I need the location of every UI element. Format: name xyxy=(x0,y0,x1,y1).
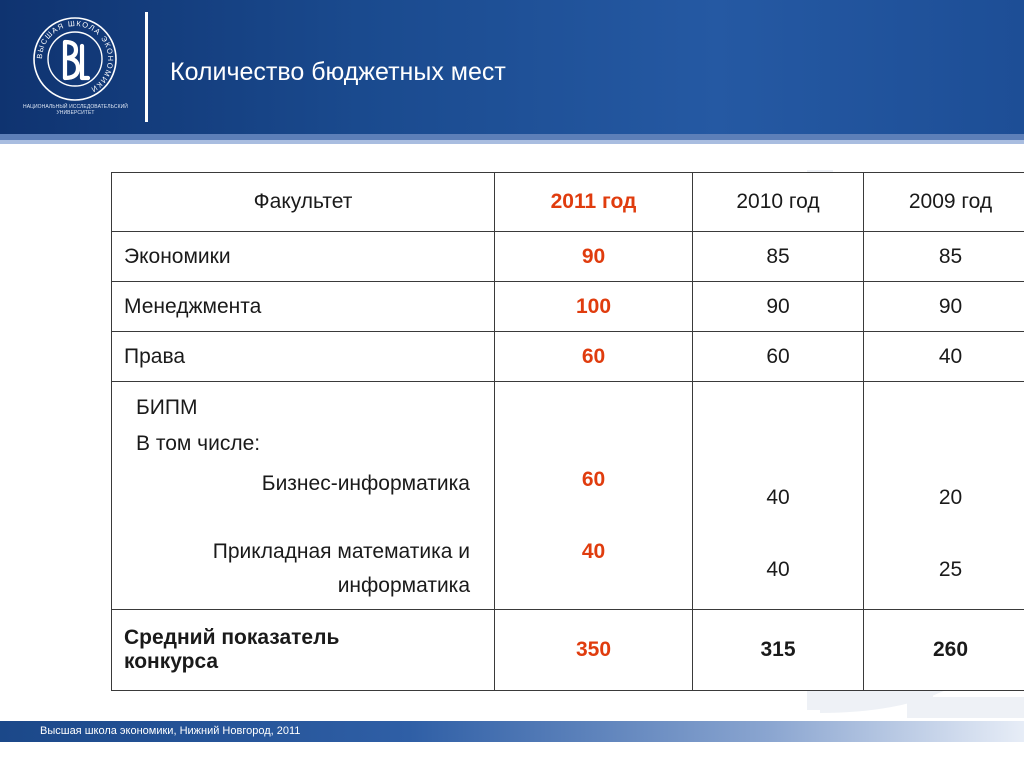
table-header-row xyxy=(112,173,1024,232)
value-2010: 85 xyxy=(693,232,864,282)
hse-logo xyxy=(32,16,118,102)
faculty-name: Менеджмента xyxy=(112,282,495,332)
value-2010: 90 xyxy=(693,282,864,332)
value-2009: 40 xyxy=(864,332,1024,382)
page-title: Количество бюджетных мест xyxy=(170,58,506,86)
table-row xyxy=(112,232,1024,282)
logo-caption: НАЦИОНАЛЬНЫЙ ИССЛЕДОВАТЕЛЬСКИЙ УНИВЕРСИТЕТ xyxy=(23,104,128,116)
header-stripe-light xyxy=(0,140,1024,144)
sub-program-applied-math-line1: Прикладная математика и xyxy=(212,540,470,563)
header-2010: 2010 год xyxy=(693,173,864,232)
value-2010: 40 xyxy=(766,558,790,581)
bipm-2011-cell xyxy=(495,382,693,610)
sub-program-applied-math-line2: информатика xyxy=(337,574,470,597)
header-2011: 2011 год xyxy=(495,173,693,232)
value-2011: 60 xyxy=(581,468,606,491)
value-2009: 90 xyxy=(864,282,1024,332)
value-2009: 85 xyxy=(864,232,1024,282)
header-2009: 2009 год xyxy=(864,173,1024,232)
faculty-name: Права xyxy=(112,332,495,382)
table-row-total xyxy=(112,610,1024,691)
header-banner xyxy=(0,0,1024,134)
footer-text: Высшая школа экономики, Нижний Новгород, 2011 xyxy=(40,725,301,737)
table-row-bipm xyxy=(112,382,1024,610)
bipm-name: БИПМ xyxy=(136,396,198,419)
table-row xyxy=(112,332,1024,382)
value-2010: 40 xyxy=(766,486,790,509)
value-2011: 100 xyxy=(495,282,693,332)
svg-text:ВЫСШАЯ ШКОЛА ЭКОНОМИКИ: ВЫСШАЯ ШКОЛА ЭКОНОМИКИ xyxy=(34,18,116,95)
value-2011: 60 xyxy=(495,332,693,382)
value-2010: 60 xyxy=(693,332,864,382)
total-label: Средний показатель конкурса xyxy=(112,610,495,691)
total-2011: 350 xyxy=(495,610,693,691)
bipm-faculty-cell xyxy=(112,382,495,610)
value-2009: 25 xyxy=(938,558,963,581)
bipm-2009-cell xyxy=(864,382,1024,610)
total-2009: 260 xyxy=(864,610,1024,691)
sub-program-business-informatics: Бизнес-информатика xyxy=(261,472,470,495)
faculty-name: Экономики xyxy=(112,232,495,282)
table-row xyxy=(112,282,1024,332)
total-2010: 315 xyxy=(693,610,864,691)
value-2009: 20 xyxy=(938,486,963,509)
bipm-including: В том числе: xyxy=(136,432,261,455)
header-faculty: Факультет xyxy=(112,173,495,232)
header-divider xyxy=(145,12,148,122)
value-2011: 40 xyxy=(581,540,606,563)
value-2011: 90 xyxy=(495,232,693,282)
bipm-2010-cell xyxy=(693,382,864,610)
budget-places-table xyxy=(111,172,1024,691)
